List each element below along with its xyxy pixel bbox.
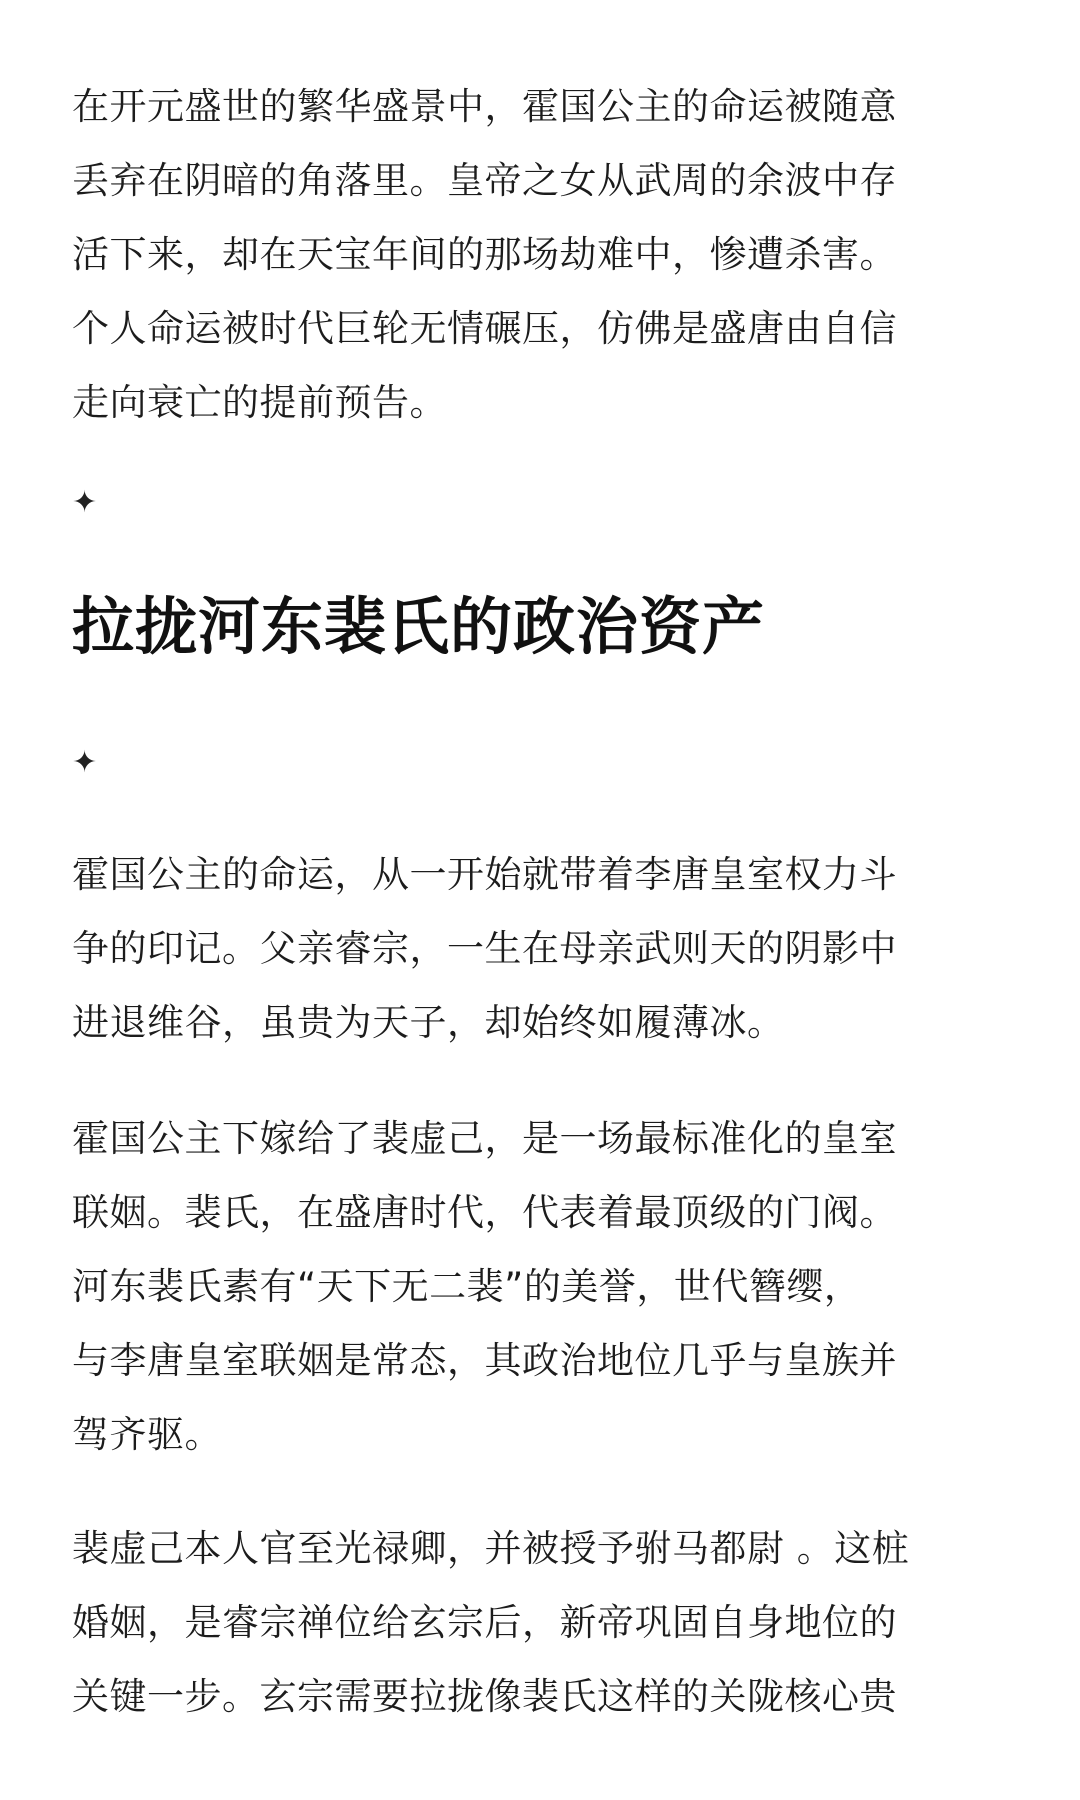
text-line: 婚姻，是睿宗禅位给玄宗后，新帝巩固自身地位的 (72, 1601, 897, 1644)
text-line: 在开元盛世的繁华盛景中，霍国公主的命运被随意 (72, 85, 897, 128)
section-heading: 拉拢河东裴氏的政治资产 (72, 590, 766, 663)
section-paragraph (72, 838, 897, 1060)
section-paragraph (72, 1512, 909, 1734)
text-line: 进退维谷，虽贵为天子，却始终如履薄冰。 (72, 1001, 785, 1044)
sparkle-divider-icon: ✦ (72, 485, 98, 520)
text-line: 与李唐皇室联姻是常态，其政治地位几乎与皇族并 (72, 1339, 897, 1382)
text-line: 丢弃在阴暗的角落里。皇帝之女从武周的余波中存 (72, 159, 897, 202)
section-paragraph (72, 1102, 897, 1472)
sparkle-divider-icon: ✦ (72, 745, 98, 780)
text-line: 走向衰亡的提前预告。 (72, 381, 447, 424)
text-line: 驾齐驱。 (72, 1413, 222, 1456)
text-line: 活下来，却在天宝年间的那场劫难中，惨遭杀害。 (72, 233, 897, 276)
intro-paragraph (72, 70, 897, 440)
text-line: 河东裴氏素有“天下无二裴”的美誉，世代簪缨， (72, 1265, 862, 1308)
text-line: 霍国公主的命运，从一开始就带着李唐皇室权力斗 (72, 853, 897, 896)
text-line: 个人命运被时代巨轮无情碾压，仿佛是盛唐由自信 (72, 307, 897, 350)
text-line: 联姻。裴氏，在盛唐时代，代表着最顶级的门阀。 (72, 1191, 897, 1234)
text-line: 争的印记。父亲睿宗，一生在母亲武则天的阴影中 (72, 927, 897, 970)
text-line: 裴虚己本人官至光禄卿，并被授予驸马都尉 。这桩 (72, 1527, 910, 1570)
text-line: 霍国公主下嫁给了裴虚己，是一场最标准化的皇室 (72, 1117, 897, 1160)
text-line: 关键一步。玄宗需要拉拢像裴氏这样的关陇核心贵 (72, 1675, 897, 1718)
